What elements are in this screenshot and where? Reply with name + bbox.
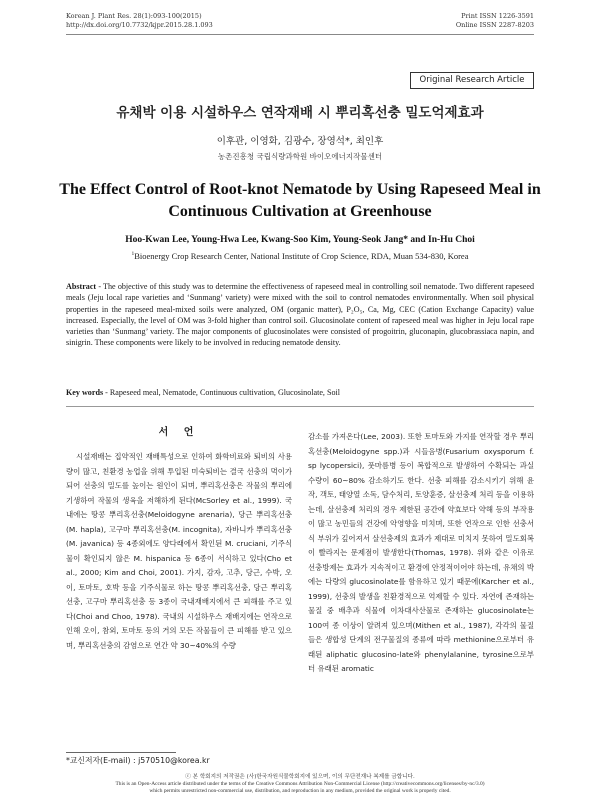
print-issn: Print ISSN 1226-3591 (461, 12, 534, 20)
doi-link[interactable]: http://dx.doi.org/10.7732/kjpr.2015.28.1.093 (66, 21, 213, 29)
body-paragraph-right: 감소를 가져온다(Lee, 2003). 또한 토마토와 가지를 연작할 경우 뿌리혹선충(Meloidogyne spp.)과 시들음병(Fusarium oxysporum f. sp lycopersici), 풋마름병 등이 복합적으로 발생하여 수확되는 과실수량이 60~80% 감소하기도 한다. 선충 피해를 감소시키기 위해 윤작, 객토, 태양열 소독, 담수처리, 토양훈증, 살선충제 처리 등을 이용하는데, 살선충제 처리의 경우 제한된 공간에 약효보다 약해 등의 부작용이 많고 농민들의 건강에 악영향을 미치며, 또한 연작으로 인한 선충서식 부위가 깊어져서 살선충제의 효과가 제대로 미치지 못하여 밀도회복이 빨라지는 문제점이 발생한다(Thomas, 1978). 위와 같은 이유로 선충방제는 효과가 지속적이고 환경에 안정적이어야 하는데, 유채의 박에는 다량의 glucosinolate를 함유하고 있기 때문에(Karcher et al., 1999), 선충의 발생을 친환경적으로 억제할 수 있다. 자연에 존재하는 물질 중 배추과 식물에 이차대사산물로 존재하는 glucosinolate는 100여 종 이상이 알려져 있으며(Mithen et al., 1987), 각각의 물질들은 생합성 단계의 전구물질의 종류에 따라 methionine으로부터 유래된 aliphatic glucosino-late와 phenylalanine, tyrosine으로부터 유래된 aromatic (308, 432, 534, 673)
license-notice (66, 781, 534, 795)
footnote-divider (66, 752, 176, 753)
license-line-2: which permits unrestricted non-commercial use, distribution, and reproduction in any medium, provided the original work is properly cited. (149, 788, 451, 794)
abstract (66, 281, 534, 349)
abstract-label: Abstract (66, 282, 97, 291)
english-title-line-1: The Effect Control of Root-knot Nematode by Using Rapeseed Meal in (59, 181, 541, 198)
body-column-right (308, 430, 534, 677)
section-heading: 서 언 (158, 427, 200, 438)
keywords-divider (66, 406, 534, 407)
abstract-text: - The objective of this study was to determine the effectiveness of rapeseed meal in controlling soil nematode. Two different rapeseed meals (Jeju local rape varieties and ‘Sunmang’ variety) were mixed with the soil to control nematodes environmentally. When soil physical properties in the rapeseed meal-mixed soils were analyzed, OM (organic matter), P₂O₅, Ca, Mg, CEC (Cation Exchange Capacity) value increased. Especially, the level of OM was 3-fold higher than control soil. Glucosinolate content of rapeseed meal was higher in Jeju local rape varieties than ‘Sunmang’ variety. The major components of glucosinolates were consisted of progoitrin, gluconapin, glucobrassiaca napin, and sinigrin. These components were likely to be involved in reducing nematode density. (66, 282, 534, 348)
copyright-notice: ⓒ 본 학회지의 저작권은 (사)한국자원식물학회지에 있으며, 이의 무단전재나 복제를 금합니다. (185, 774, 415, 780)
keywords-text: - Rapeseed meal, Nematode, Continuous cultivation, Glucosinolate, Soil (103, 388, 341, 397)
korean-affiliation: 농촌진흥청 국립식량과학원 바이오에너지작물센터 (217, 152, 383, 161)
english-title-line-2: Continuous Cultivation at Greenhouse (168, 203, 432, 220)
english-title (0, 179, 600, 223)
keywords (66, 388, 534, 397)
body-paragraph-left: 시설재배는 집약적인 재배특성으로 인하여 화학비료와 퇴비의 사용량이 많고, 친환경 농업을 위해 투입된 미숙퇴비는 결국 선충의 먹이가 되어 선충의 밀도를 높이는 원인이 되며, 뿌리혹선충은 작물의 뿌리에 기생하여 작물의 생육을 저해하게 된다(McSorley et al., 1999). 국내에는 땅콩 뿌리혹선충(Meloidogyne arenaria), 당근 뿌리혹선충(M. hapla), 고구마 뿌리혹선충(M. incognita), 자바니카 뿌리혹선충(M. javanica) 등 4종외에도 양다래에서 확인된 M. cruciani, 기주식물이 확인되지 않은 M. hispanica 등 6종이 서식하고 있다(Cho et al., 2000; Kim and Choi, 2001). 가지, 감자, 고추, 당근, 수박, 오이, 토마토, 호박 등을 기주식물로 하는 땅콩 뿌리혹선충, 당근 뿌리혹선충, 고구마 뿌리혹선충 등 3종이 국내재배지에서 큰 피해를 주고 있다(Choi and Choo, 1978). 국내의 시설하우스 재배지에는 연작으로 인해 오이, 참외, 토마토 등의 거의 모든 작물들이 큰 피해를 받고 있으며, 뿌리혹선충의 감염으로 연간 약 30~40%의 수량 (66, 452, 292, 650)
korean-authors: 이후관, 이영화, 김광수, 장영석*, 최인후 (216, 136, 384, 147)
article-type-badge: Original Research Article (410, 72, 534, 89)
issn-block (456, 12, 534, 30)
korean-title: 유채박 이용 시설하우스 연작재배 시 뿌리혹선충 밀도억제효과 (116, 105, 484, 121)
online-issn: Online ISSN 2287-8203 (455, 21, 534, 29)
english-authors: Hoo-Kwan Lee, Young-Hwa Lee, Kwang-Soo Kim, Young-Seok Jang* and In-Hu Choi (125, 235, 475, 245)
english-affiliation (0, 251, 600, 261)
journal-citation: Korean J. Plant Res. 28(1):093-100(2015) (66, 12, 202, 20)
affiliation-text: Bioenergy Crop Research Center, National Institute of Crop Science, RDA, Muan 534-830, Korea (134, 251, 469, 261)
journal-header (66, 12, 213, 30)
header-divider (66, 34, 534, 35)
keywords-label: Key words (66, 388, 104, 397)
license-line-1: This is an Open-Access article distributed under the terms of the Creative Commons Attribution Non-Commercial License (http://creativecommons.org/licenses/by-nc/3.0) (115, 781, 485, 787)
corresponding-author-footnote: *교신저자(E-mail) : j570510@korea.kr (66, 756, 210, 765)
affiliation-mark: 1 (131, 251, 135, 258)
body-column-left (66, 426, 292, 653)
